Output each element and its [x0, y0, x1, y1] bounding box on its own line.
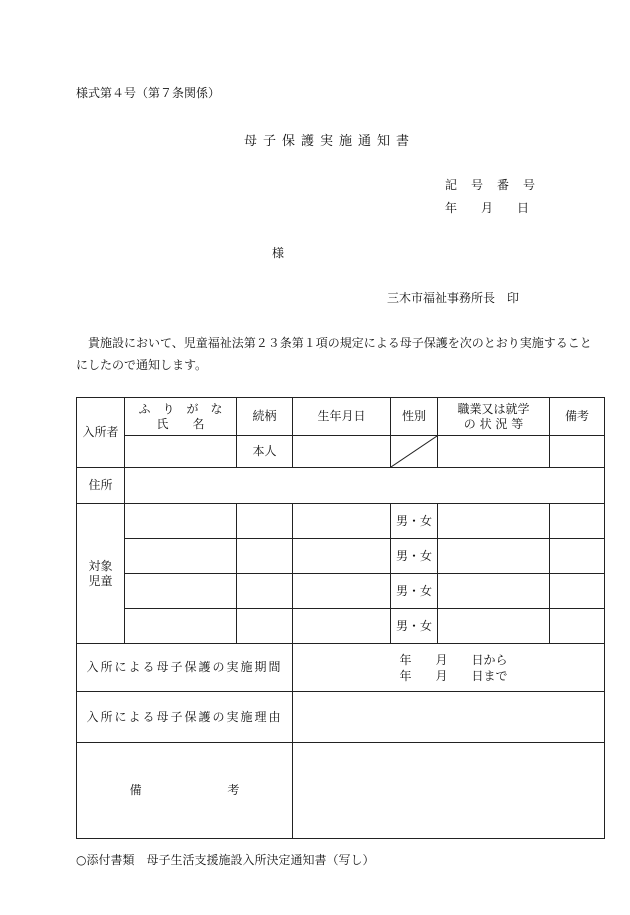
child-row [77, 504, 605, 539]
child-remarks-field[interactable] [550, 609, 605, 644]
remarks-big-label [77, 743, 293, 839]
children-label-cell [77, 504, 125, 644]
occupation-label-line2: の 状 況 等 [463, 416, 524, 431]
resident-relation: 本人 [237, 436, 293, 468]
child-row [77, 609, 605, 644]
child-relation-field[interactable] [237, 539, 293, 574]
birthdate-header: 生年月日 [293, 398, 391, 436]
child-occupation-field[interactable] [438, 504, 550, 539]
child-remarks-field[interactable] [550, 504, 605, 539]
remarks-row [77, 743, 605, 839]
address-label: 住所 [77, 468, 125, 504]
child-birthdate-field[interactable] [293, 539, 391, 574]
child-relation-field[interactable] [237, 574, 293, 609]
child-sex[interactable]: 男・女 [391, 574, 438, 609]
child-occupation-field[interactable] [438, 539, 550, 574]
period-row [77, 644, 605, 692]
child-birthdate-field[interactable] [293, 504, 391, 539]
resident-occupation-field[interactable] [438, 436, 550, 468]
relation-header: 続柄 [237, 398, 293, 436]
resident-name-field[interactable] [125, 436, 237, 468]
period-field[interactable] [293, 644, 605, 692]
resident-remarks-field[interactable] [550, 436, 605, 468]
document-title: 母子保護実施通知書 [244, 134, 416, 149]
reference-date: 年 月 日 [445, 201, 530, 215]
resident-birthdate-field[interactable] [293, 436, 391, 468]
remarks-field[interactable] [293, 743, 605, 839]
occupation-header [438, 398, 550, 436]
address-row [77, 468, 605, 504]
reference-number: 記 号 番 号 [445, 178, 537, 192]
child-relation-field[interactable] [237, 609, 293, 644]
child-name-field[interactable] [125, 609, 237, 644]
resident-row [77, 436, 605, 468]
issuer-signature: 三木市福祉事務所長 印 [387, 291, 520, 305]
remarks-header: 備考 [550, 398, 605, 436]
child-row [77, 539, 605, 574]
furigana-label: ふ り が な [138, 401, 223, 416]
child-occupation-field[interactable] [438, 609, 550, 644]
notification-form-table [76, 397, 605, 839]
period-from: 年 月 日から [399, 652, 508, 667]
child-relation-field[interactable] [237, 504, 293, 539]
form-number: 様式第４号（第７条関係） [76, 86, 221, 100]
child-sex[interactable]: 男・女 [391, 539, 438, 574]
resident-label: 入所者 [77, 398, 125, 468]
resident-sex-diagonal [391, 436, 438, 468]
child-birthdate-field[interactable] [293, 574, 391, 609]
children-label-line1: 対象 [88, 558, 113, 573]
child-occupation-field[interactable] [438, 574, 550, 609]
reason-label: 入所による母子保護の実施理由 [77, 692, 293, 743]
reason-row [77, 692, 605, 743]
child-remarks-field[interactable] [550, 574, 605, 609]
child-remarks-field[interactable] [550, 539, 605, 574]
child-sex[interactable]: 男・女 [391, 504, 438, 539]
name-header-cell [125, 398, 237, 436]
period-to: 年 月 日まで [399, 668, 508, 683]
child-name-field[interactable] [125, 504, 237, 539]
addressee-honorific: 様 [272, 246, 285, 260]
address-field[interactable] [125, 468, 605, 504]
header-row [77, 398, 605, 436]
child-name-field[interactable] [125, 539, 237, 574]
sex-header: 性別 [391, 398, 438, 436]
occupation-label-line1: 職業又は就学 [457, 401, 530, 416]
remarks-big-label-1: 備 [129, 783, 142, 797]
child-name-field[interactable] [125, 574, 237, 609]
child-row [77, 574, 605, 609]
attachment-note: ○添付書類 母子生活支援施設入所決定通知書（写し） [76, 853, 375, 867]
diagonal-slash [391, 436, 437, 467]
reason-field[interactable] [293, 692, 605, 743]
remarks-big-label-2: 考 [227, 783, 240, 797]
children-label-line2: 児童 [88, 573, 113, 588]
name-label: 氏 名 [156, 416, 205, 431]
child-sex[interactable]: 男・女 [391, 609, 438, 644]
child-birthdate-field[interactable] [293, 609, 391, 644]
body-text: 貴施設において、児童福祉法第２３条第１項の規定による母子保護を次のとおり実施することにしたので通知します。 [76, 336, 592, 372]
period-label: 入所による母子保護の実施期間 [77, 644, 293, 692]
